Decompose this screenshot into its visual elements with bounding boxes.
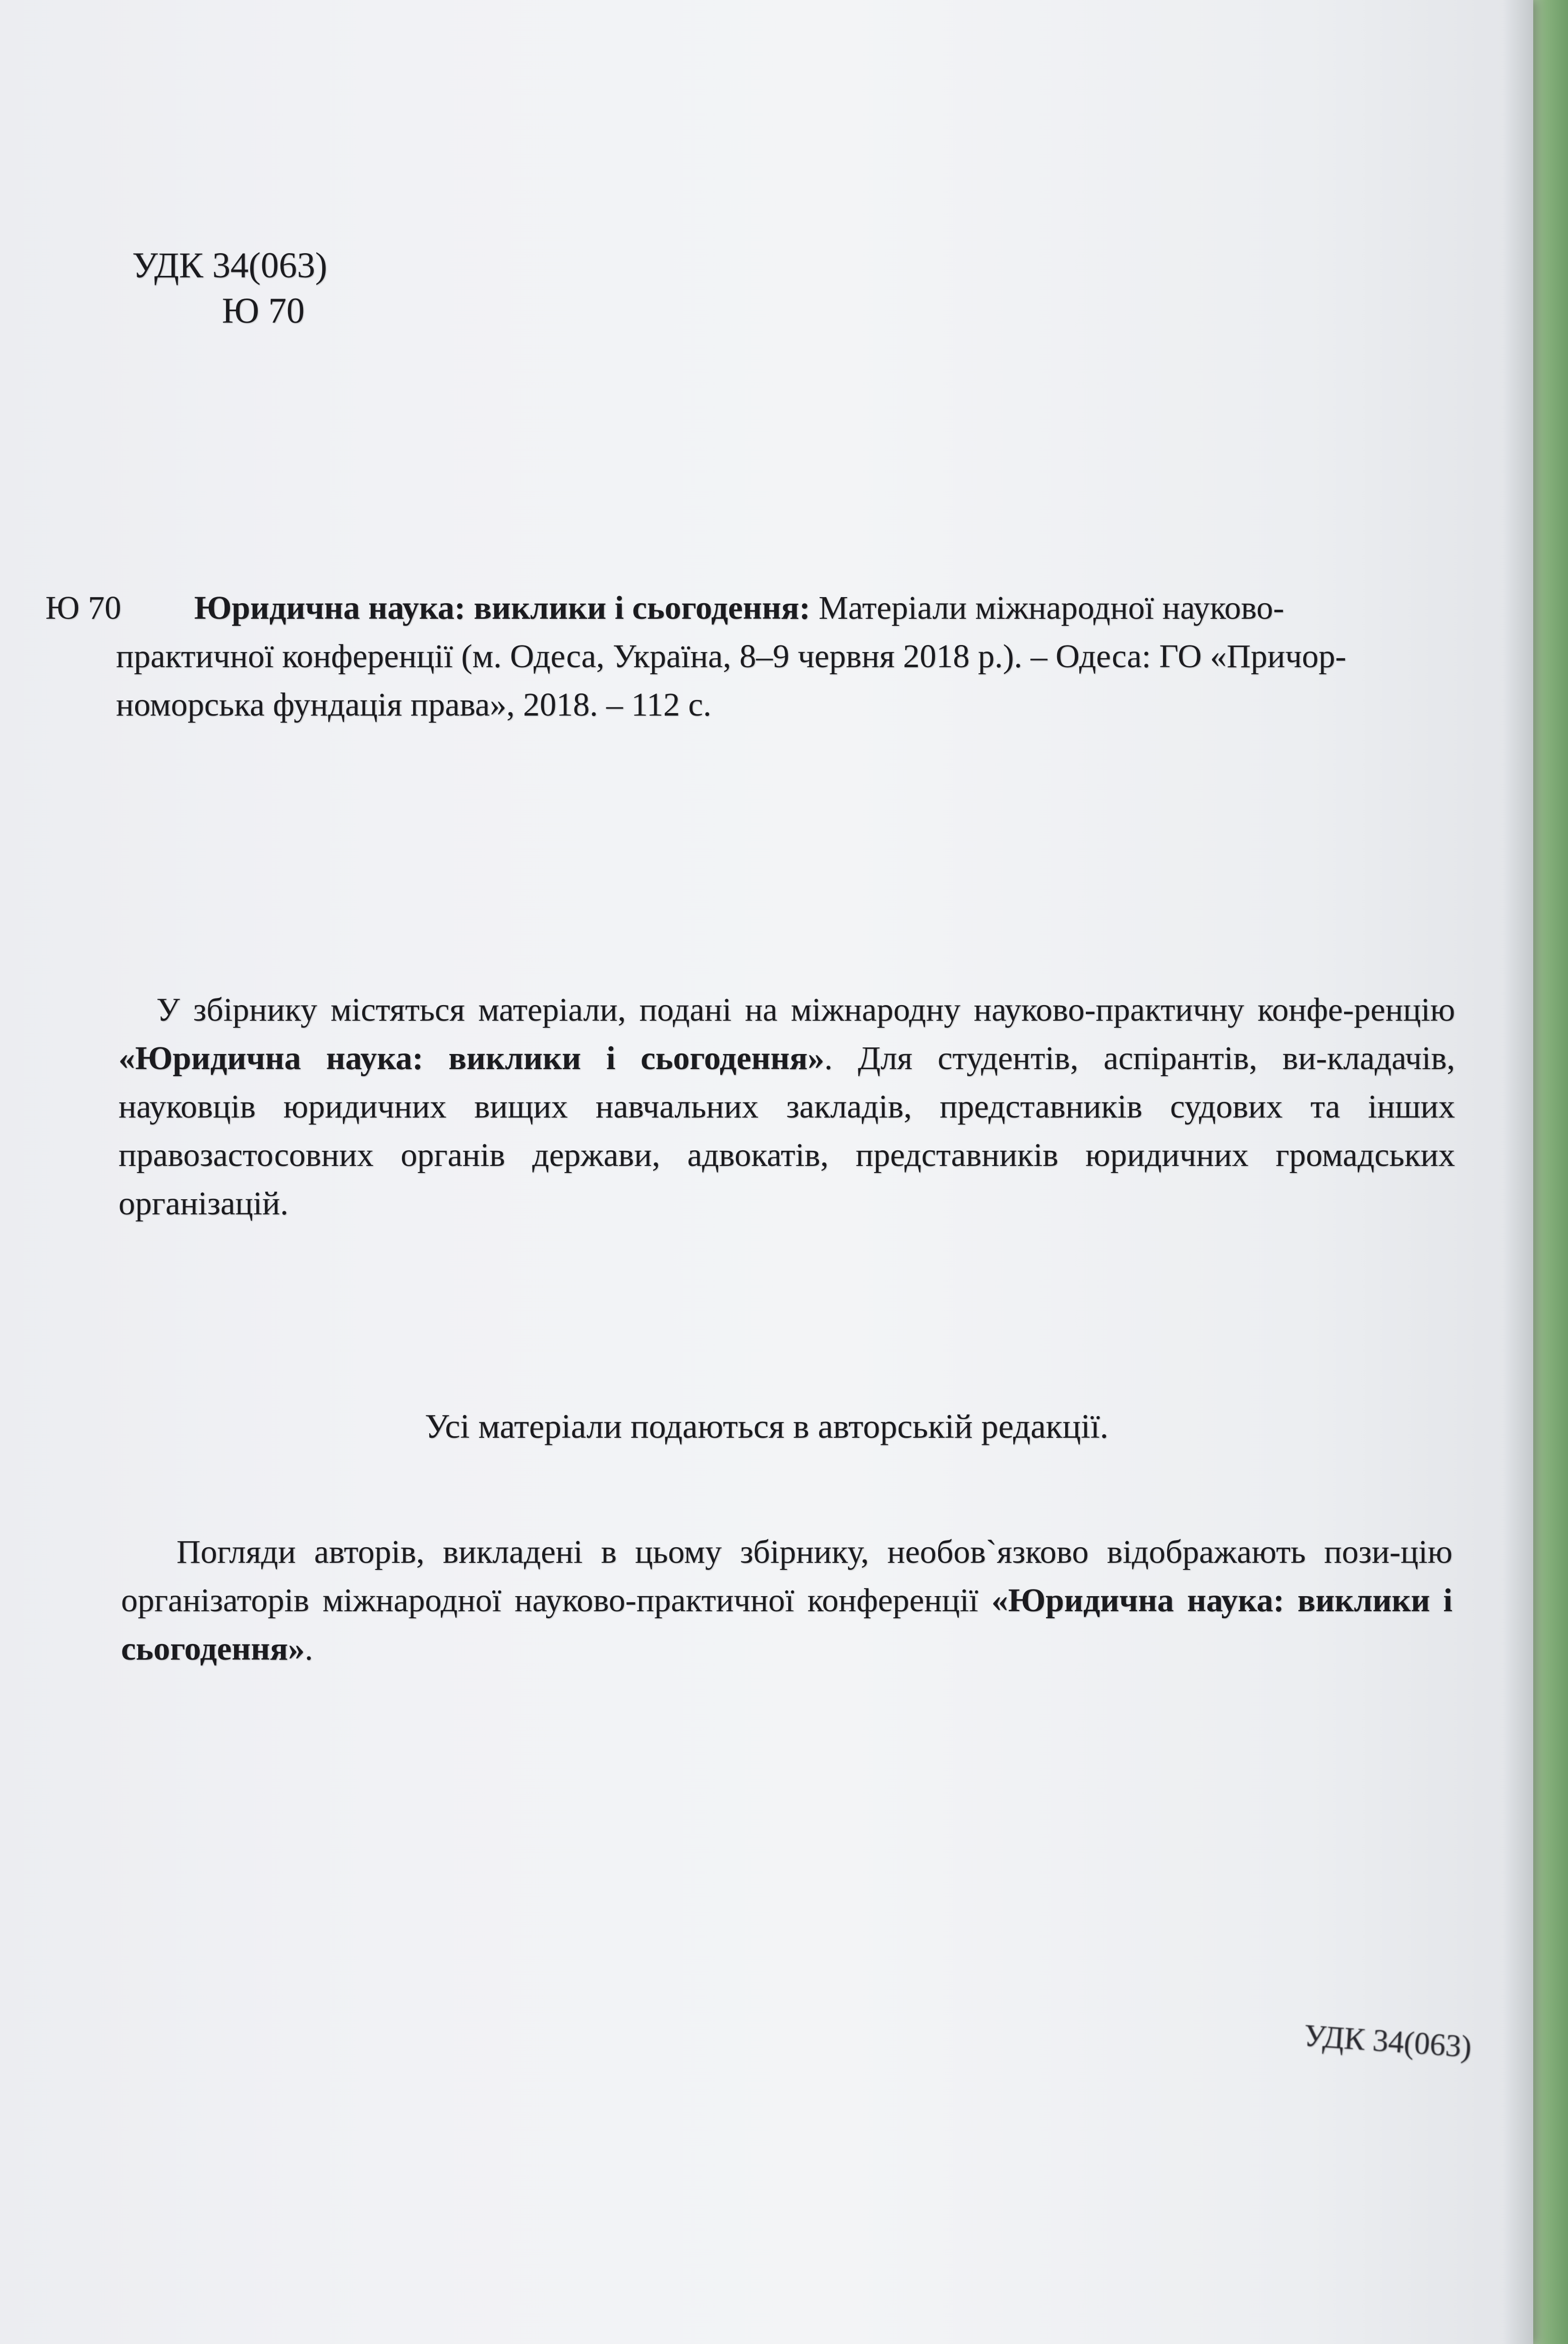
disclaimer-paragraph (121, 1528, 1453, 1673)
disclaimer-title: «Юридична наука: виклики і сьогодення» (121, 1582, 1453, 1667)
annotation-title: «Юридична наука: виклики і сьогодення» (119, 1040, 825, 1077)
udk-label: УДК 34(063) (132, 245, 327, 285)
disclaimer-text-2: . (305, 1630, 313, 1667)
catalog-title: Юридична наука: виклики і сьогодення: (194, 590, 810, 626)
author-code: Ю 70 (222, 290, 305, 331)
catalog-code: Ю 70 (45, 590, 122, 626)
catalog-line-1 (45, 584, 1458, 632)
editorial-note: Усі матеріали подаються в авторській редакції. (425, 1407, 1109, 1445)
catalog-line-1-rest: Матеріали міжнародної науково- (819, 590, 1285, 626)
annotation-text-2: . Для студентів, аспірантів, ви-кладачів, науковців юридичних вищих навчальних закладів, представників судових та інших правозастосовних органів держави, адвокатів, представників юридичних громадських організацій. (119, 1040, 1455, 1222)
annotation-text-1: У збірнику містяться матеріали, подані на міжнародну науково-практичну конфе-ренцію (156, 991, 1455, 1028)
disclaimer-text-1: Погляди авторів, викладені в цьому збірнику, необов`язково відображають пози-цію організаторів міжнародної науково-практичної конференції (121, 1534, 1453, 1619)
catalog-line-2: практичної конференції (м. Одеса, Україна, 8–9 червня 2018 р.). – Одеса: ГО «Причор- (116, 638, 1347, 675)
catalog-entry (45, 584, 1458, 729)
annotation-paragraph (119, 986, 1455, 1228)
udk-footer: УДК 34(063) (1303, 2018, 1473, 2065)
page-edge-shadow (1503, 0, 1533, 2344)
catalog-line-3: номорська фундація права», 2018. – 112 с. (116, 686, 712, 723)
